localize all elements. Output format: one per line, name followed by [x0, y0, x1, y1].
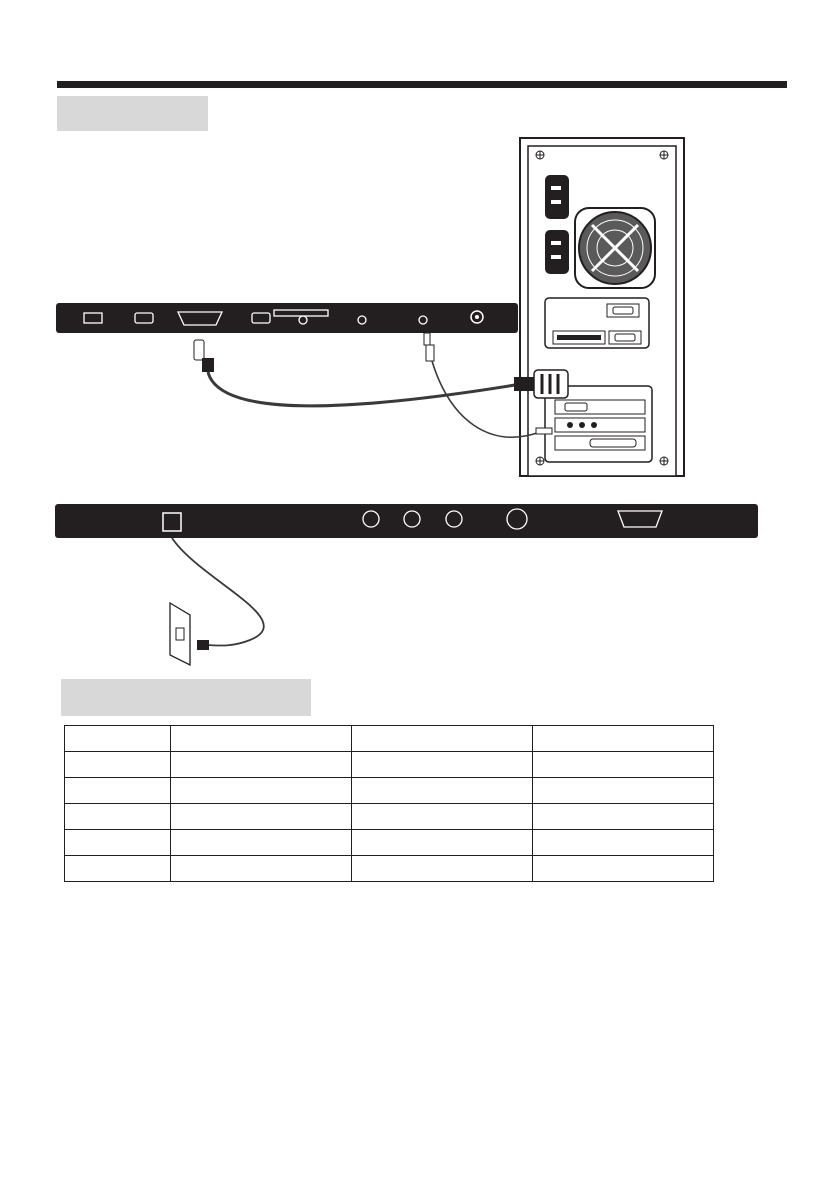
table-cell [533, 830, 714, 856]
table-cell [352, 856, 533, 882]
table-row [65, 856, 714, 882]
table-cell [171, 778, 352, 804]
table-cell [352, 726, 533, 752]
vga-cable-icon [194, 340, 568, 406]
table-cell [171, 752, 352, 778]
table-cell [65, 856, 171, 882]
table-cell [533, 726, 714, 752]
table-cell [533, 856, 714, 882]
table-cell [171, 856, 352, 882]
table-cell [65, 830, 171, 856]
pc-tower-icon [520, 138, 684, 476]
table-row [65, 752, 714, 778]
power-outlet-icon [170, 603, 190, 665]
table-cell [65, 726, 171, 752]
table-row [65, 778, 714, 804]
table-cell [533, 804, 714, 830]
table-cell [65, 804, 171, 830]
table-cell [171, 726, 352, 752]
table-cell [533, 752, 714, 778]
table-cell [533, 778, 714, 804]
table-cell [352, 778, 533, 804]
table-cell [352, 804, 533, 830]
table-cell [65, 752, 171, 778]
table-row [65, 830, 714, 856]
table-cell [65, 778, 171, 804]
connector-panel-icon [56, 303, 518, 333]
table-cell [352, 752, 533, 778]
section-heading-2 [61, 679, 311, 716]
table-row [65, 726, 714, 752]
table-row [65, 804, 714, 830]
connector-panel-icon [55, 504, 758, 538]
specs-table [64, 725, 714, 882]
table-cell [352, 830, 533, 856]
table-cell [171, 804, 352, 830]
table-cell [171, 830, 352, 856]
